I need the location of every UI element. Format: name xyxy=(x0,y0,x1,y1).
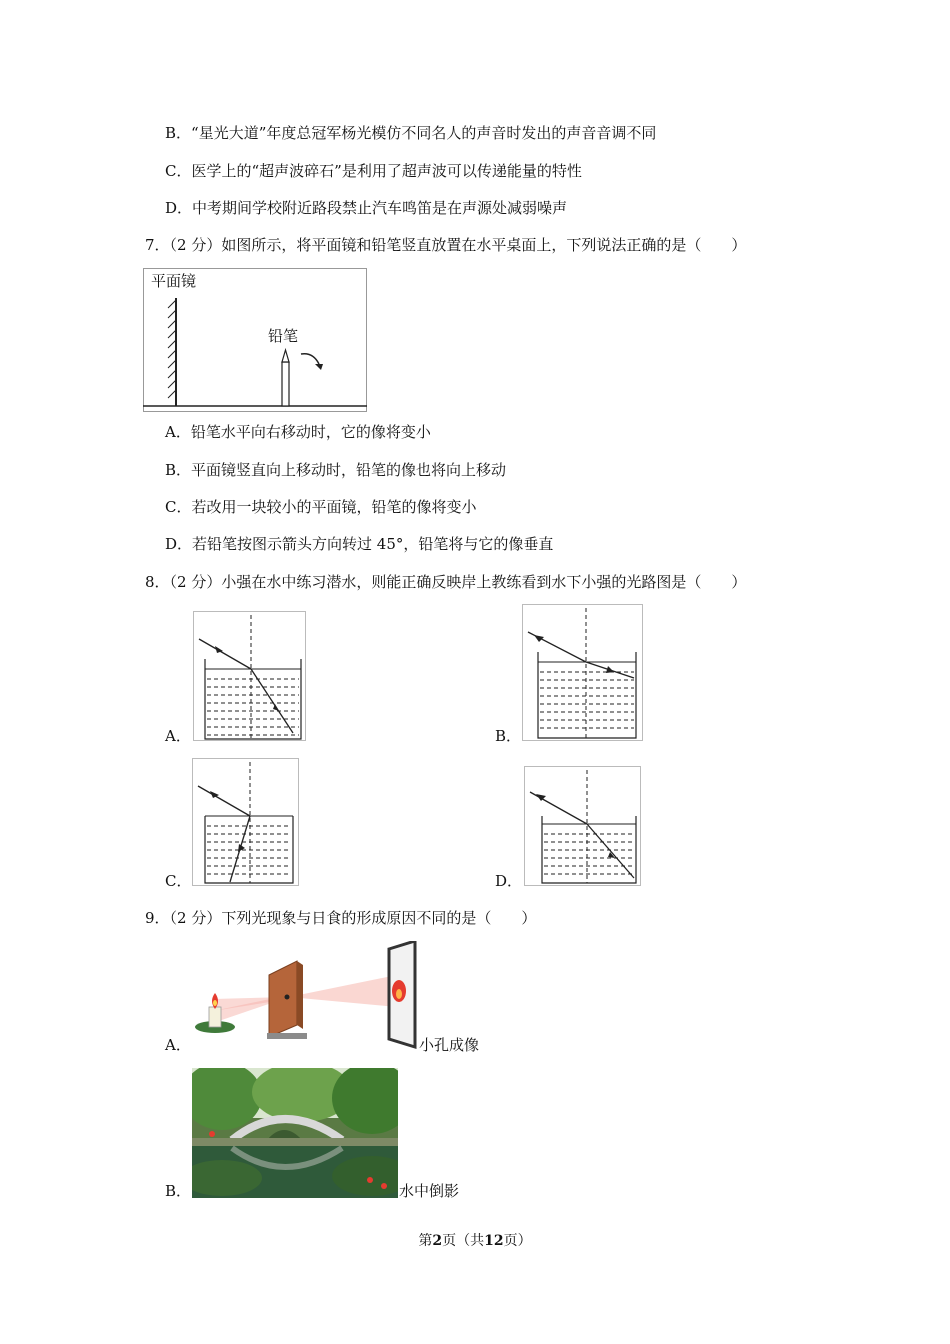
q9-stem: 9．（2 分）下列光现象与日食的形成原因不同的是（ ） xyxy=(145,909,537,927)
q9-option-a-caption: 小孔成像 xyxy=(419,1036,480,1054)
q7-stem: 7．（2 分）如图所示，将平面镜和铅笔竖直放置在水平桌面上，下列说法正确的是（ ） xyxy=(145,236,747,254)
q9-option-a-label: A． xyxy=(165,1036,191,1054)
footer-mid: 页（共 xyxy=(442,1233,485,1249)
q8-stem: 8．（2 分）小强在水中练习潜水，则能正确反映岸上教练看到水下小强的光路图是（ ） xyxy=(145,573,747,591)
q8-option-d-label: D． xyxy=(495,872,523,890)
q8-option-c-diagram xyxy=(192,758,299,886)
pencil-label: 铅笔 xyxy=(268,327,299,345)
footer-pre: 第 xyxy=(418,1233,433,1249)
q9-option-b-caption: 水中倒影 xyxy=(399,1182,460,1200)
q7-option-a: A．铅笔水平向右移动时，它的像将变小 xyxy=(165,423,431,441)
footer-post: 页） xyxy=(503,1233,532,1249)
q8-option-d-diagram xyxy=(524,766,641,886)
q7-option-b: B．平面镜竖直向上移动时，铅笔的像也将向上移动 xyxy=(165,461,507,479)
q7-option-c: C．若改用一块较小的平面镜，铅笔的像将变小 xyxy=(165,498,477,516)
q9-option-b-label: B． xyxy=(165,1182,192,1200)
q7-option-d: D．若铅笔按图示箭头方向转过 45°，铅笔将与它的像垂直 xyxy=(165,535,554,553)
q6-option-b: B．“星光大道”年度总冠军杨光模仿不同名人的声音时发出的声音音调不同 xyxy=(165,124,657,142)
page-footer xyxy=(0,1230,950,1250)
q8-option-a-diagram xyxy=(193,611,306,741)
mirror-label: 平面镜 xyxy=(151,272,197,290)
q6-option-c: C．医学上的“超声波碎石”是利用了超声波可以传递能量的特性 xyxy=(165,162,582,180)
footer-page-number: 2 xyxy=(432,1233,443,1249)
q8-option-a-label: A． xyxy=(165,727,191,745)
q9-option-b-reflection-image xyxy=(192,1068,398,1198)
q6-option-d: D．中考期间学校附近路段禁止汽车鸣笛是在声源处减弱噪声 xyxy=(165,199,568,217)
q7-figure-mirror-pencil xyxy=(143,268,367,412)
q8-option-b-diagram xyxy=(522,604,643,741)
q8-option-c-label: C． xyxy=(165,872,192,890)
q8-option-b-label: B． xyxy=(495,727,522,745)
q9-option-a-pinhole-image xyxy=(193,941,419,1051)
footer-total-pages: 12 xyxy=(484,1233,504,1249)
